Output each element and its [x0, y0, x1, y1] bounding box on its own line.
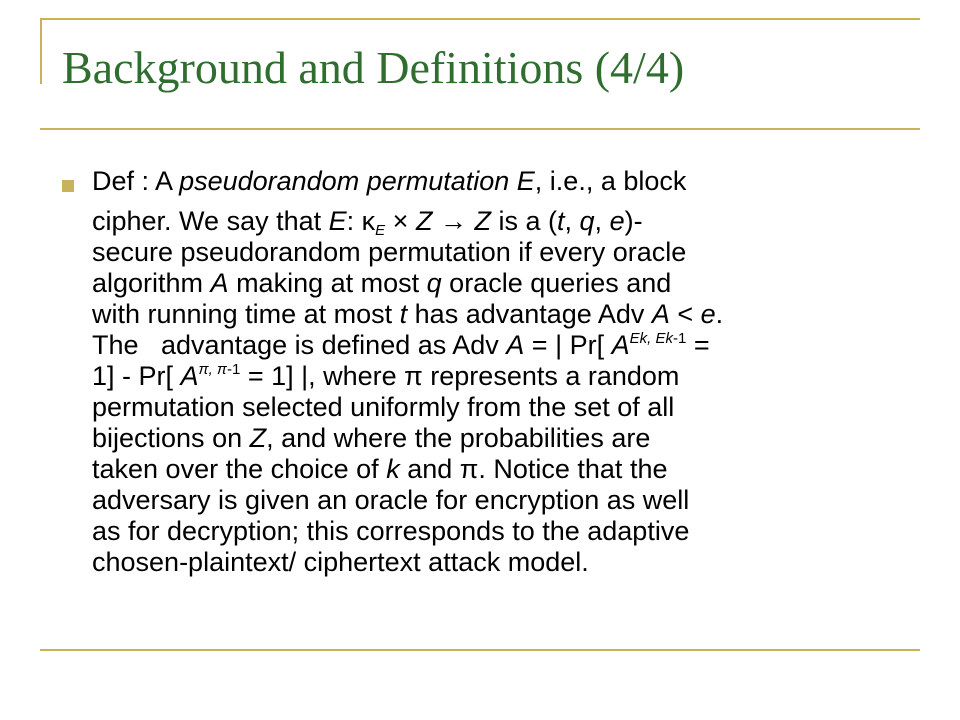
- definition-line-11: adversary is given an oracle for encryption as well: [92, 485, 690, 515]
- frame-top-line: [40, 18, 920, 20]
- slide-title: Background and Definitions (4/4): [62, 42, 685, 93]
- frame-vertical-line: [40, 18, 42, 84]
- definition-line-13: chosen-plaintext/ ciphertext attack model.: [92, 547, 589, 577]
- definition-line-1: Def : A pseudorandom permutation E, i.e., a block: [92, 166, 687, 196]
- definition-line-10: taken over the choice of k and π. Notice that the: [92, 454, 668, 484]
- definition-line-7: 1] - Pr[ $A^{\pi, \pi-1} = 1$] |, where π represents a random: [92, 361, 680, 391]
- definition-text: [92, 166, 907, 578]
- bullet-square-icon: [62, 180, 74, 192]
- definition-line-8: permutation selected uniformly from the set of all: [92, 392, 675, 422]
- definition-line-12: as for decryption; this corresponds to the adaptive: [92, 516, 690, 546]
- definition-line-5: with running time at most t has advantage Adv A < e.: [92, 299, 724, 329]
- definition-line-2: cipher. We say that E: $\kappa_E \times Z \to Z$ is a (t, q, e)-: [92, 206, 643, 239]
- definition-line-4: algorithm A making at most q oracle queries and: [92, 268, 672, 298]
- definition-line-6: The advantage is defined as Adv A = | Pr[ $A^{Ek, Ek-1}$ =: [92, 330, 710, 360]
- footer-divider: [40, 649, 920, 651]
- definition-line-3: secure pseudorandom permutation if every oracle: [92, 237, 687, 267]
- title-divider: [40, 128, 920, 130]
- definition-line-9: bijections on Z, and where the probabilities are: [92, 423, 651, 453]
